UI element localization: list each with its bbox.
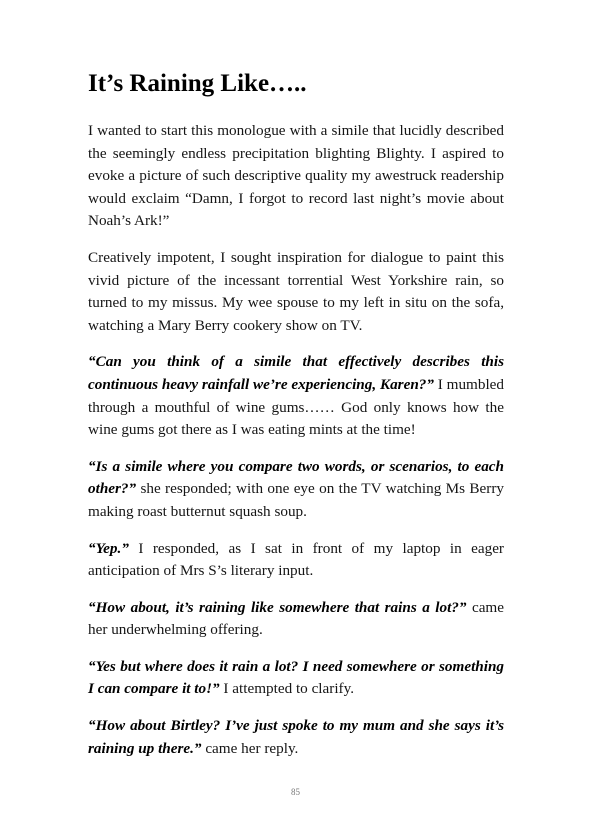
paragraph xyxy=(88,247,504,337)
paragraph-text: I wanted to start this monologue with a simile that lucidly described the seemingly endless precipitation blighting Blighty. I aspired to evoke a picture of such descriptive quality my awestruck readership would exclaim “Damn, I forgot to record last night’s movie about Noah’s Ark!” xyxy=(88,122,504,230)
dialogue-quote: “How about Birtley? I’ve just spoke to my mum and she says it’s raining up there.” xyxy=(88,717,504,757)
page-number: 85 xyxy=(291,787,300,797)
paragraph xyxy=(88,656,504,701)
chapter-body xyxy=(88,120,504,774)
chapter-title: It’s Raining Like….. xyxy=(88,70,307,97)
dialogue-quote: “How about, it’s raining like somewhere that rains a lot?” xyxy=(88,598,467,616)
paragraph-text: she responded; with one eye on the TV watching Ms Berry making roast butternut squash soup. xyxy=(88,480,504,520)
paragraph xyxy=(88,351,504,441)
paragraph-text: I mumbled through a mouthful of wine gums…… God only knows how the wine gums got there as I was eating mints at the time! xyxy=(88,375,504,439)
dialogue-quote: “Yes but where does it rain a lot? I need somewhere or something I can compare it to!” xyxy=(88,657,504,698)
paragraph xyxy=(88,538,504,583)
paragraph-text: came her reply. xyxy=(201,739,299,757)
paragraph xyxy=(88,456,504,524)
paragraph-text: came her underwhelming offering. xyxy=(88,598,504,639)
dialogue-quote: “Can you think of a simile that effectively describes this continuous heavy rainfall we’re experiencing, Karen?” xyxy=(88,353,504,393)
paragraph-text: I responded, as I sat in front of my laptop in eager anticipation of Mrs S’s literary input. xyxy=(88,539,504,580)
paragraph-text: Creatively impotent, I sought inspiration for dialogue to paint this vivid picture of the incessant torrential West Yorkshire rain, so turned to my missus. My wee spouse to my left in situ on the sofa, watching a Mary Berry cookery show on TV. xyxy=(88,248,504,334)
dialogue-quote: “Yep.” xyxy=(88,539,129,557)
paragraph xyxy=(88,120,504,233)
paragraph xyxy=(88,715,504,760)
dialogue-quote: “Is a simile where you compare two words, or scenarios, to each other?” xyxy=(88,457,504,498)
paragraph xyxy=(88,597,504,642)
paragraph-text: I attempted to clarify. xyxy=(219,680,355,698)
